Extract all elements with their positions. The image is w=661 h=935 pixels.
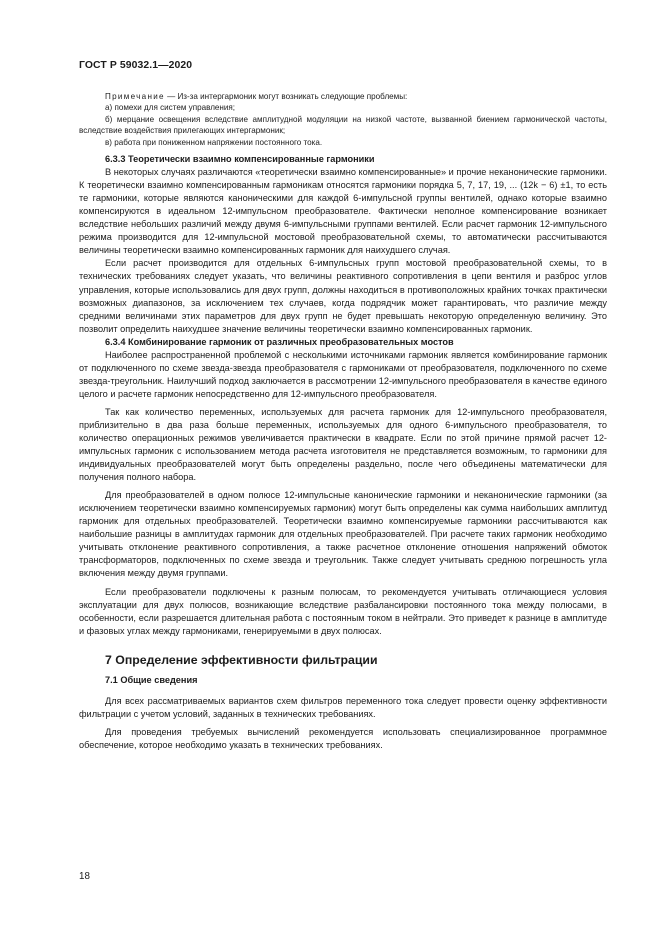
document-header: ГОСТ Р 59032.1—2020 [79, 60, 193, 71]
page-number: 18 [79, 871, 90, 882]
section-7-1-paragraph-1: Для всех рассматриваемых вариантов схем фильтров переменного тока следует провести оценку эффективности фильтрации с учетом условий, заданных в технических требованиях. [79, 695, 607, 719]
note-item-a: а) помехи для систем управления; [105, 103, 236, 113]
note-item-b: б) мерцание освещения вследствие амплитудной модуляции на низкой частоте, вызванной биением гармонической частоты, вследствие воздействия прилегающих интергармоник; [79, 114, 607, 136]
section-6-3-4-paragraph-2: Так как количество переменных, используемых для расчета гармоник для 12-импульсного преобразователя, приблизительно в два раза больше переменных, используемых для одного 6-импульсного преобразователя, то количество операционных режимов увеличивается практически в квадрате. Если по этой причине прямой расчет 12-импульсных гармоник с использованием метода расчета изготовителя не представляется возможным, то гармоники для индивидуальных преобразователей могут быть определены раздельно, после чего объединены математически для получения полного набора. [79, 406, 607, 483]
note-intro [79, 91, 607, 102]
section-6-3-3-paragraph-1: В некоторых случаях различаются «теоретически взаимно компенсированные» и прочие неканонические гармоники. К теоретически взаимно компенсированным гармоникам относятся гармоники порядка 5, 7, 17, 19, ... (12k − 6) ±1, то есть те гармоники, которые являются каноническими для каждой 6-импульсной группы вентилей, однако которые взаимно компенсируются в идеальном 12-импульсном преобразователе. Фактически неполное компенсирование возникает вследствие небольших различий между двумя 6-импульсными группами вентилей. Если расчет гармоник 12-импульсного режима производится для 12-импульсной мостовой преобразовательной схемы, то автоматически рассчитываются величины теоретически взаимно компенсированных гармоник для наихудшего случая. [79, 167, 607, 256]
section-7-1-paragraph-2: Для проведения требуемых вычислений рекомендуется использовать специализированное программное обеспечение, которое необходимо указать в технических требованиях. [79, 726, 607, 750]
note-block [79, 91, 607, 148]
note-intro-text: — Из-за интергармоник могут возникать следующие проблемы: [164, 92, 408, 101]
section-6-3-4-paragraph-1: Наиболее распространенной проблемой с несколькими источниками гармоник является комбинирование гармоник от подключенного по схеме звезда-звезда преобразователя с гармониками от преобразователя, подключенного по схеме звезда-треугольник. Наилучший подход заключается в рассмотрении 12-импульсного преобразователя в качестве единого целого и расчете гармоник непосредственно для 12-импульсного преобразователя. [79, 349, 607, 399]
main-content [79, 91, 607, 752]
section-6-3-3-paragraph-2: Если расчет производится для отдельных 6-импульсных групп мостовой преобразовательной схемы, то в технических требованиях следует указать, что величины реактивного сопротивления в цепи вентиля и разброс углов управления, которые использовались для двух групп, должны находиться в противоположных крайних точках практически возможных диапазонов, за исключением тех случаев, когда подрядчик может гарантировать, что различие между средними величинами этих параметров для двух групп не будет превышать некоторую определенную величину. Это позволит определить наихудшее значение величины теоретически взаимно компенсированных гармоник. [79, 258, 607, 334]
note-label: Примечание [105, 92, 165, 101]
section-6-3-4-paragraph-3: Для преобразователей в одном полюсе 12-импульсные канонические гармоники и неканонические гармоники (за исключением теоретически взаимно компенсируемых гармоник) могут быть определены как сумма наибольших амплитуд гармоник для отдельных преобразователей. Теоретически взаимно компенсируемые гармоники рассчитываются как наибольшие разницы в амплитудах гармоник для отдельных преобразователей. При расчете таких гармоник необходимо учитывать отклонение реактивного сопротивления, а также расчетное отклонение отношения напряжений обмоток трансформаторов, подключенных по схеме звезда и треугольник. Также следует учитывать среднюю погрешность угла включения между двумя группами. [79, 490, 607, 579]
section-6-3-4-paragraph-4: Если преобразователи подключены к разным полюсам, то рекомендуется учитывать отличающиеся условия эксплуатации для двух полюсов, возникающие вследствие разбалансировки постоянного тока между полюсами, в особенности, если разрешается длительная работа с постоянным током в нейтрали. Это приведет к разнице в амплитуде и фазовых углах между гармониками, генерируемыми в двух полюсах. [79, 586, 607, 636]
section-6-3-3-title: 6.3.3 Теоретически взаимно компенсированные гармоники [105, 154, 375, 165]
section-6-3-4-title: 6.3.4 Комбинирование гармоник от различных преобразовательных мостов [105, 336, 454, 347]
section-7-title: 7 Определение эффективности фильтрации [105, 652, 378, 667]
note-item-c: в) работа при пониженном напряжении постоянного тока. [105, 137, 323, 147]
section-7-1-title: 7.1 Общие сведения [105, 674, 198, 685]
